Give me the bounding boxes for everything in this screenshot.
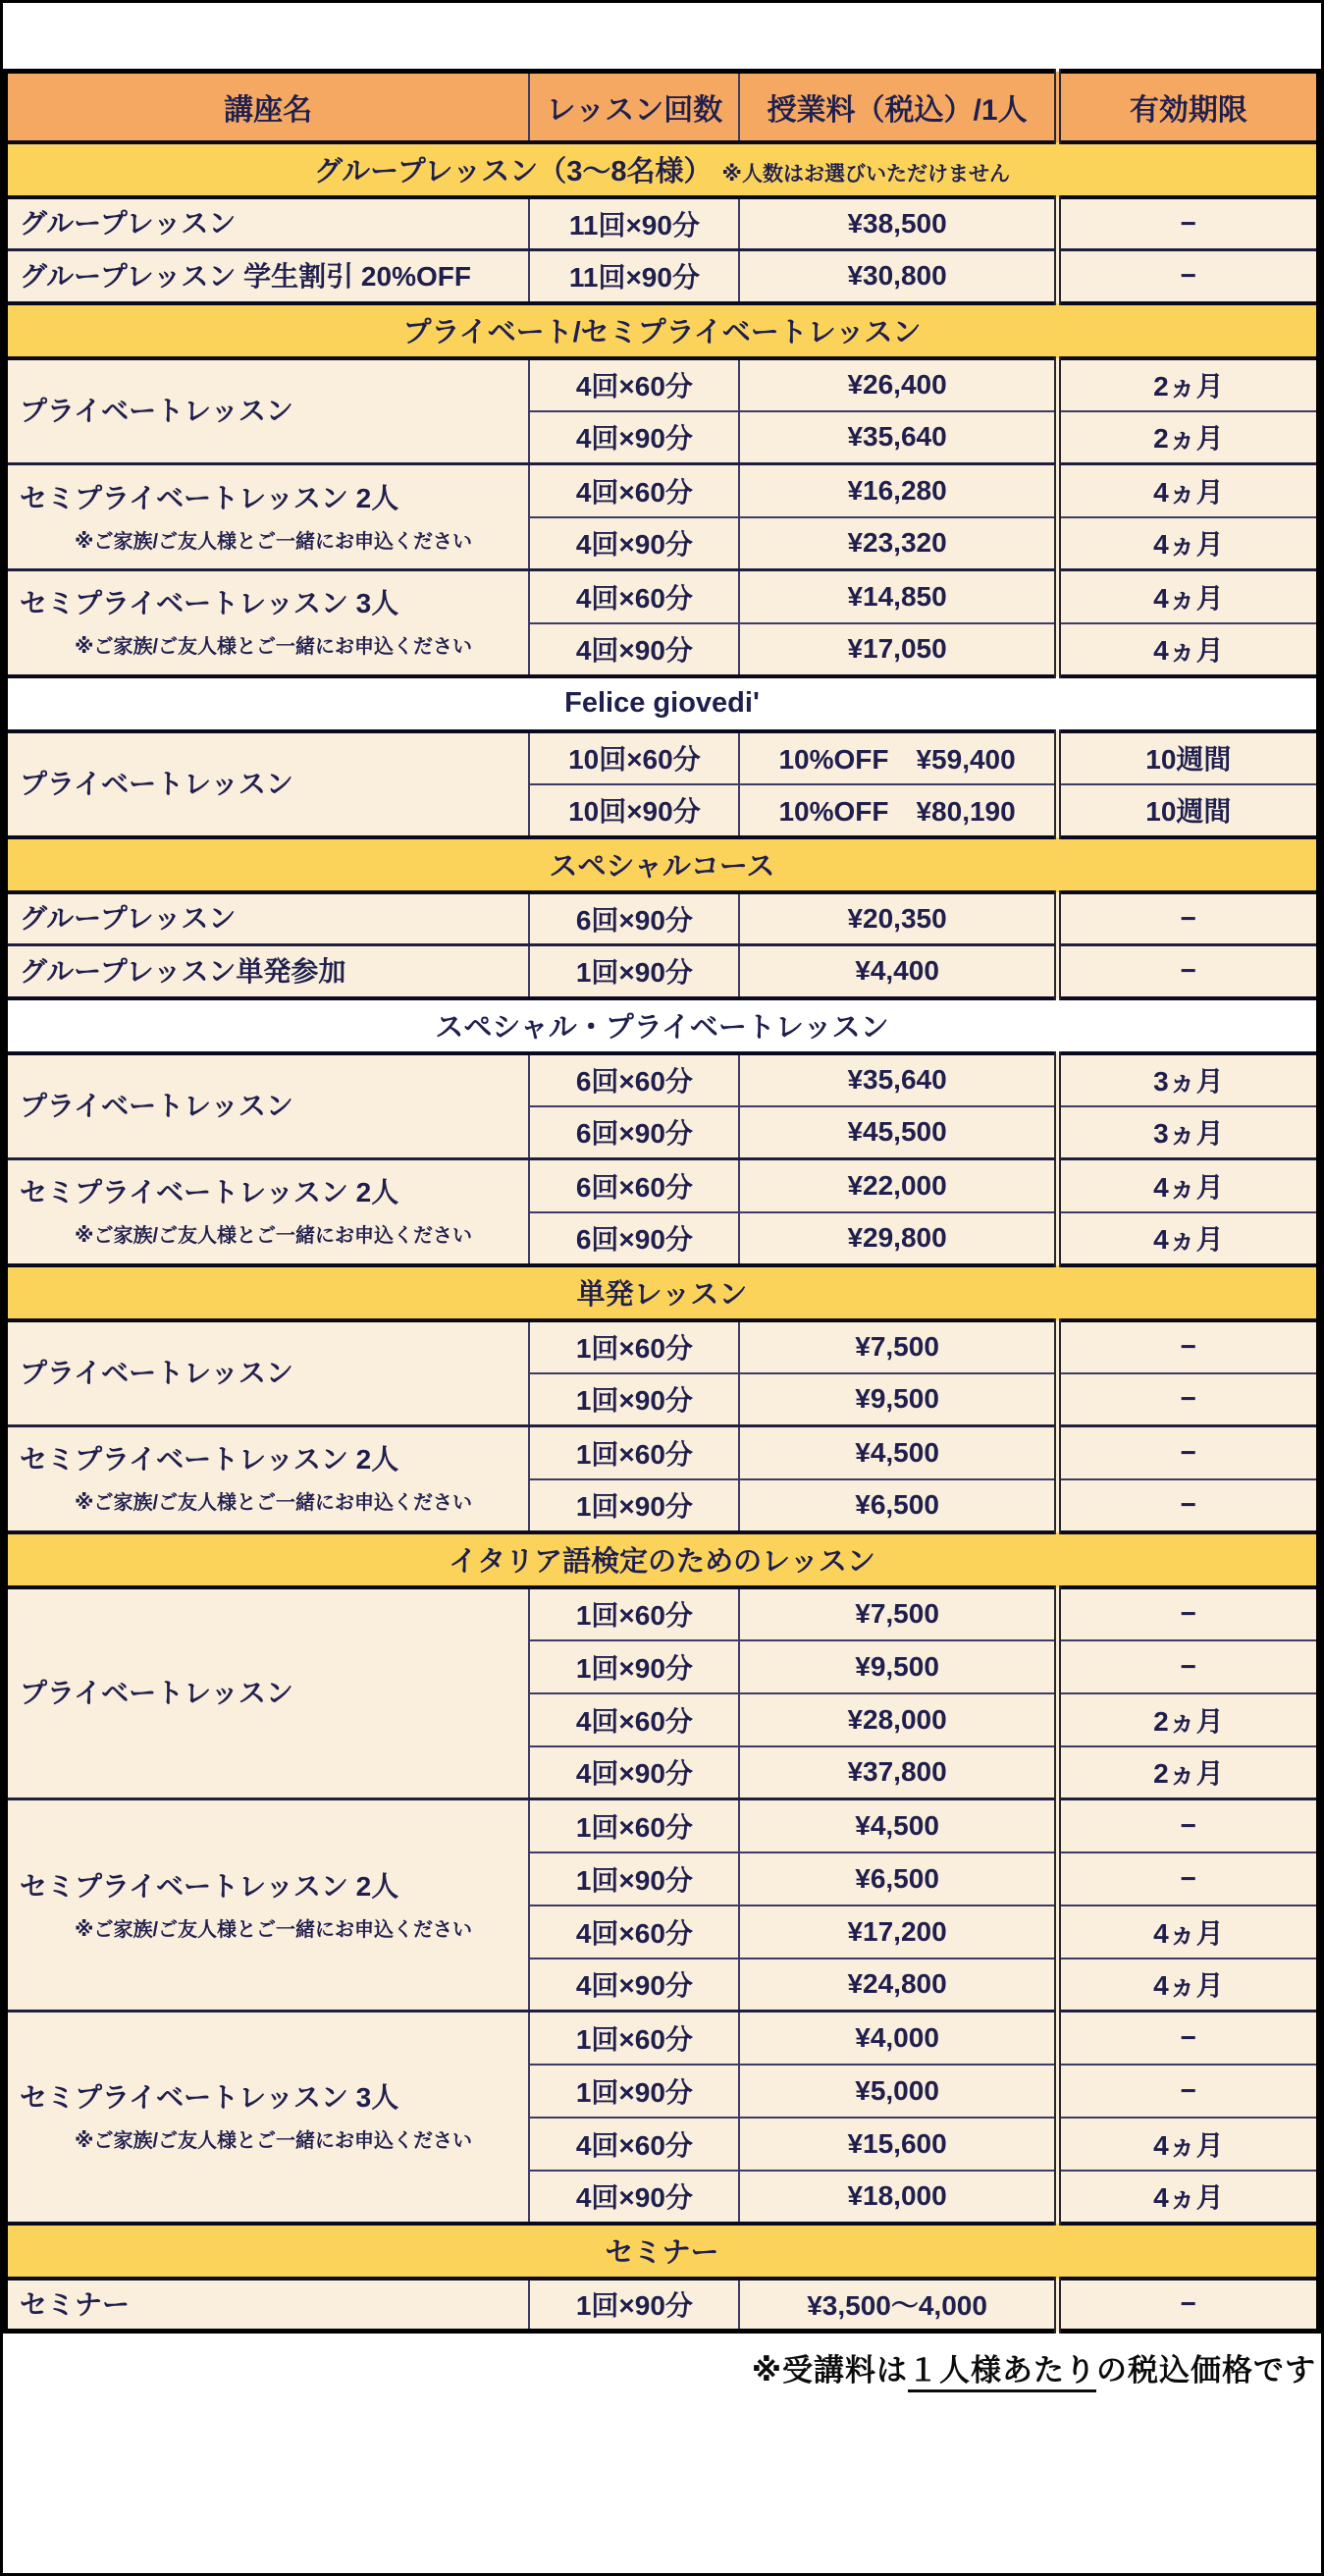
lesson-count-cell: 1回×90分 xyxy=(529,2279,739,2332)
lesson-count-cell: 4回×90分 xyxy=(529,411,739,464)
footer-note-suffix: の税込価格です xyxy=(1096,2353,1316,2388)
price-cell: ¥4,500 xyxy=(739,1426,1057,1479)
course-name-note: ※ご家族/ご友人様とご一緒にお申込ください xyxy=(75,1492,472,1515)
course-name-note: ※ご家族/ご友人様とご一緒にお申込ください xyxy=(75,2130,472,2153)
validity-cell: − xyxy=(1057,1587,1318,1640)
table-row xyxy=(6,1159,1319,1212)
lesson-count-cell: 6回×60分 xyxy=(529,1159,739,1212)
section-band-row xyxy=(6,998,1319,1053)
validity-cell: − xyxy=(1057,1320,1318,1373)
validity-cell: − xyxy=(1057,2279,1318,2332)
lesson-count-cell: 10回×90分 xyxy=(529,784,739,837)
table-row xyxy=(6,1053,1319,1106)
course-name-cell xyxy=(6,358,530,464)
lesson-count-cell: 1回×90分 xyxy=(529,2065,739,2118)
validity-cell: 4ヵ月 xyxy=(1057,623,1318,676)
lesson-count-cell: 1回×90分 xyxy=(529,1852,739,1905)
lesson-count-cell: 4回×60分 xyxy=(529,2118,739,2171)
price-cell: ¥15,600 xyxy=(739,2118,1057,2171)
price-cell: ¥7,500 xyxy=(739,1587,1057,1640)
pricing-table-body xyxy=(6,142,1319,2332)
price-cell: ¥37,800 xyxy=(739,1746,1057,1799)
price-cell: ¥23,320 xyxy=(739,517,1057,570)
course-name-cell xyxy=(6,197,530,250)
course-name-label: セミプライベートレッスン 2人 xyxy=(20,1870,399,1902)
price-cell: ¥35,640 xyxy=(739,411,1057,464)
column-header-lesson-count: レッスン回数 xyxy=(529,72,739,142)
validity-cell: 4ヵ月 xyxy=(1057,1959,1318,2012)
lesson-count-cell: 4回×90分 xyxy=(529,1959,739,2012)
section-title xyxy=(6,1265,1319,1320)
lesson-count-cell: 6回×90分 xyxy=(529,1212,739,1265)
table-row xyxy=(6,358,1319,411)
validity-cell: 2ヵ月 xyxy=(1057,358,1318,411)
course-name-cell xyxy=(6,1799,530,2012)
price-cell: ¥14,850 xyxy=(739,570,1057,623)
section-title xyxy=(6,2224,1319,2279)
section-title-text: スペシャルコース xyxy=(549,851,775,883)
section-title-text: 単発レッスン xyxy=(576,1279,748,1311)
lesson-count-cell: 11回×90分 xyxy=(529,250,739,303)
footer-note-prefix: ※受講料は xyxy=(751,2353,908,2388)
price-cell: ¥17,200 xyxy=(739,1905,1057,1959)
price-cell: ¥45,500 xyxy=(739,1106,1057,1159)
validity-cell: − xyxy=(1057,945,1318,998)
price-cell: ¥20,350 xyxy=(739,892,1057,945)
course-name-label: セミプライベートレッスン 3人 xyxy=(20,588,399,619)
lesson-count-cell: 6回×90分 xyxy=(529,892,739,945)
course-name-label: セミナー xyxy=(20,2288,131,2320)
course-name-label: セミプライベートレッスン 3人 xyxy=(20,2082,399,2114)
table-row xyxy=(6,1587,1319,1640)
validity-cell: − xyxy=(1057,1799,1318,1852)
price-cell: ¥17,050 xyxy=(739,623,1057,676)
course-name-cell xyxy=(6,1159,530,1265)
price-cell: ¥38,500 xyxy=(739,197,1057,250)
table-row xyxy=(6,570,1319,623)
price-cell: ¥3,500〜4,000 xyxy=(739,2279,1057,2332)
footer-note-underlined: １人様あたり xyxy=(908,2353,1096,2392)
price-cell: ¥18,000 xyxy=(739,2171,1057,2224)
validity-cell: − xyxy=(1057,892,1318,945)
price-cell: ¥7,500 xyxy=(739,1320,1057,1373)
course-name-label: プライベートレッスン xyxy=(20,1678,293,1709)
section-title-note: ※人数はお選びいただけません xyxy=(721,163,1010,186)
table-row xyxy=(6,892,1319,945)
validity-cell: − xyxy=(1057,197,1318,250)
table-row xyxy=(6,2279,1319,2332)
course-name-label: グループレッスン単発参加 xyxy=(20,955,346,987)
section-title-text: イタリア語検定のためのレッスン xyxy=(449,1546,875,1578)
course-name-cell xyxy=(6,1587,530,1799)
table-row xyxy=(6,250,1319,303)
section-band-row xyxy=(6,676,1319,731)
course-name-cell xyxy=(6,464,530,570)
section-title-text: スペシャル・プライベートレッスン xyxy=(435,1012,889,1044)
course-name-note: ※ご家族/ご友人様とご一緒にお申込ください xyxy=(75,1225,472,1248)
price-cell: 10%OFF ¥80,190 xyxy=(739,784,1057,837)
lesson-count-cell: 6回×90分 xyxy=(529,1106,739,1159)
price-cell: ¥24,800 xyxy=(739,1959,1057,2012)
column-header-validity: 有効期限 xyxy=(1057,72,1318,142)
lesson-count-cell: 4回×90分 xyxy=(529,623,739,676)
lesson-count-cell: 4回×60分 xyxy=(529,358,739,411)
course-name-cell xyxy=(6,1053,530,1159)
validity-cell: − xyxy=(1057,1479,1318,1532)
validity-cell: 10週間 xyxy=(1057,731,1318,784)
validity-cell: 3ヵ月 xyxy=(1057,1106,1318,1159)
pricing-table xyxy=(3,69,1321,2334)
price-cell: ¥35,640 xyxy=(739,1053,1057,1106)
price-cell: ¥4,400 xyxy=(739,945,1057,998)
lesson-count-cell: 6回×60分 xyxy=(529,1053,739,1106)
course-name-cell xyxy=(6,1426,530,1532)
course-name-cell xyxy=(6,731,530,837)
course-name-label: グループレッスン xyxy=(20,903,237,935)
table-row xyxy=(6,731,1319,784)
price-cell: 10%OFF ¥59,400 xyxy=(739,731,1057,784)
price-cell: ¥9,500 xyxy=(739,1373,1057,1426)
course-name-label: プライベートレッスン xyxy=(20,396,293,427)
lesson-count-cell: 1回×90分 xyxy=(529,1479,739,1532)
validity-cell: 4ヵ月 xyxy=(1057,517,1318,570)
price-cell: ¥6,500 xyxy=(739,1852,1057,1905)
course-name-label: プライベートレッスン xyxy=(20,769,293,799)
price-cell: ¥22,000 xyxy=(739,1159,1057,1212)
section-band-row xyxy=(6,2224,1319,2279)
validity-cell: 4ヵ月 xyxy=(1057,1905,1318,1959)
validity-cell: − xyxy=(1057,2065,1318,2118)
course-name-label: プライベートレッスン xyxy=(20,1358,293,1389)
course-name-cell xyxy=(6,1320,530,1426)
section-band-row xyxy=(6,1265,1319,1320)
section-band-row xyxy=(6,1532,1319,1587)
section-band-row xyxy=(6,142,1319,197)
course-name-cell xyxy=(6,2012,530,2224)
course-name-cell xyxy=(6,250,530,303)
footer-note xyxy=(3,2345,1321,2389)
validity-cell: 2ヵ月 xyxy=(1057,1693,1318,1746)
section-band-row xyxy=(6,837,1319,892)
price-cell: ¥30,800 xyxy=(739,250,1057,303)
validity-cell: − xyxy=(1057,1640,1318,1693)
lesson-count-cell: 4回×90分 xyxy=(529,1746,739,1799)
course-name-note: ※ご家族/ご友人様とご一緒にお申込ください xyxy=(75,1918,472,1941)
section-title xyxy=(6,998,1319,1053)
lesson-count-cell: 4回×60分 xyxy=(529,464,739,517)
course-name-label: セミプライベートレッスン 2人 xyxy=(20,1444,399,1476)
lesson-count-cell: 4回×60分 xyxy=(529,1693,739,1746)
lesson-count-cell: 4回×90分 xyxy=(529,517,739,570)
lesson-count-cell: 4回×60分 xyxy=(529,1905,739,1959)
lesson-count-cell: 1回×90分 xyxy=(529,945,739,998)
course-name-note: ※ご家族/ご友人様とご一緒にお申込ください xyxy=(75,636,472,659)
table-row xyxy=(6,1426,1319,1479)
course-name-label: セミプライベートレッスン 2人 xyxy=(20,1177,399,1208)
validity-cell: 4ヵ月 xyxy=(1057,1159,1318,1212)
column-header-course-name: 講座名 xyxy=(6,72,530,142)
lesson-count-cell: 11回×90分 xyxy=(529,197,739,250)
price-cell: ¥4,500 xyxy=(739,1799,1057,1852)
validity-cell: 2ヵ月 xyxy=(1057,1746,1318,1799)
section-title xyxy=(6,142,1319,197)
lesson-count-cell: 1回×90分 xyxy=(529,1640,739,1693)
validity-cell: − xyxy=(1057,1852,1318,1905)
validity-cell: 3ヵ月 xyxy=(1057,1053,1318,1106)
table-row xyxy=(6,197,1319,250)
course-name-cell xyxy=(6,945,530,998)
validity-cell: − xyxy=(1057,1426,1318,1479)
price-cell: ¥6,500 xyxy=(739,1479,1057,1532)
price-cell: ¥9,500 xyxy=(739,1640,1057,1693)
section-title-text: プライベート/セミプライベートレッスン xyxy=(402,317,922,349)
lesson-count-cell: 1回×60分 xyxy=(529,2012,739,2065)
section-title xyxy=(6,837,1319,892)
table-row xyxy=(6,2012,1319,2065)
course-name-cell xyxy=(6,892,530,945)
course-name-label: プライベートレッスン xyxy=(20,1091,293,1122)
price-cell: ¥28,000 xyxy=(739,1693,1057,1746)
validity-cell: 4ヵ月 xyxy=(1057,464,1318,517)
course-name-label: セミプライベートレッスン 2人 xyxy=(20,482,399,513)
lesson-count-cell: 4回×60分 xyxy=(529,570,739,623)
validity-cell: − xyxy=(1057,1373,1318,1426)
validity-cell: 4ヵ月 xyxy=(1057,1212,1318,1265)
validity-cell: 4ヵ月 xyxy=(1057,2118,1318,2171)
price-cell: ¥5,000 xyxy=(739,2065,1057,2118)
section-title xyxy=(6,303,1319,358)
course-name-label: グループレッスン 学生割引 20%OFF xyxy=(20,260,471,292)
course-name-label: グループレッスン xyxy=(20,208,237,240)
lesson-count-cell: 1回×60分 xyxy=(529,1799,739,1852)
price-cell: ¥26,400 xyxy=(739,358,1057,411)
validity-cell: − xyxy=(1057,250,1318,303)
lesson-count-cell: 1回×60分 xyxy=(529,1320,739,1373)
lesson-count-cell: 1回×60分 xyxy=(529,1426,739,1479)
validity-cell: 4ヵ月 xyxy=(1057,570,1318,623)
table-row xyxy=(6,1320,1319,1373)
section-title xyxy=(6,676,1319,731)
section-title xyxy=(6,1532,1319,1587)
course-name-cell xyxy=(6,2279,530,2332)
price-cell: ¥16,280 xyxy=(739,464,1057,517)
lesson-count-cell: 4回×90分 xyxy=(529,2171,739,2224)
section-title-text: セミナー xyxy=(605,2237,719,2269)
validity-cell: 10週間 xyxy=(1057,784,1318,837)
column-header-tuition: 授業料（税込）/1人 xyxy=(739,72,1057,142)
price-cell: ¥4,000 xyxy=(739,2012,1057,2065)
validity-cell: − xyxy=(1057,2012,1318,2065)
course-name-note: ※ご家族/ご友人様とご一緒にお申込ください xyxy=(75,530,472,553)
table-row xyxy=(6,464,1319,517)
section-title-text: Felice giovedi' xyxy=(564,687,760,719)
table-header-row xyxy=(6,72,1319,142)
lesson-count-cell: 1回×60分 xyxy=(529,1587,739,1640)
section-band-row xyxy=(6,303,1319,358)
validity-cell: 2ヵ月 xyxy=(1057,411,1318,464)
table-row xyxy=(6,1799,1319,1852)
price-cell: ¥29,800 xyxy=(739,1212,1057,1265)
section-title-text: グループレッスン（3〜8名様） xyxy=(314,156,713,188)
lesson-count-cell: 10回×60分 xyxy=(529,731,739,784)
table-row xyxy=(6,945,1319,998)
validity-cell: 4ヵ月 xyxy=(1057,2171,1318,2224)
lesson-count-cell: 1回×90分 xyxy=(529,1373,739,1426)
course-name-cell xyxy=(6,570,530,676)
